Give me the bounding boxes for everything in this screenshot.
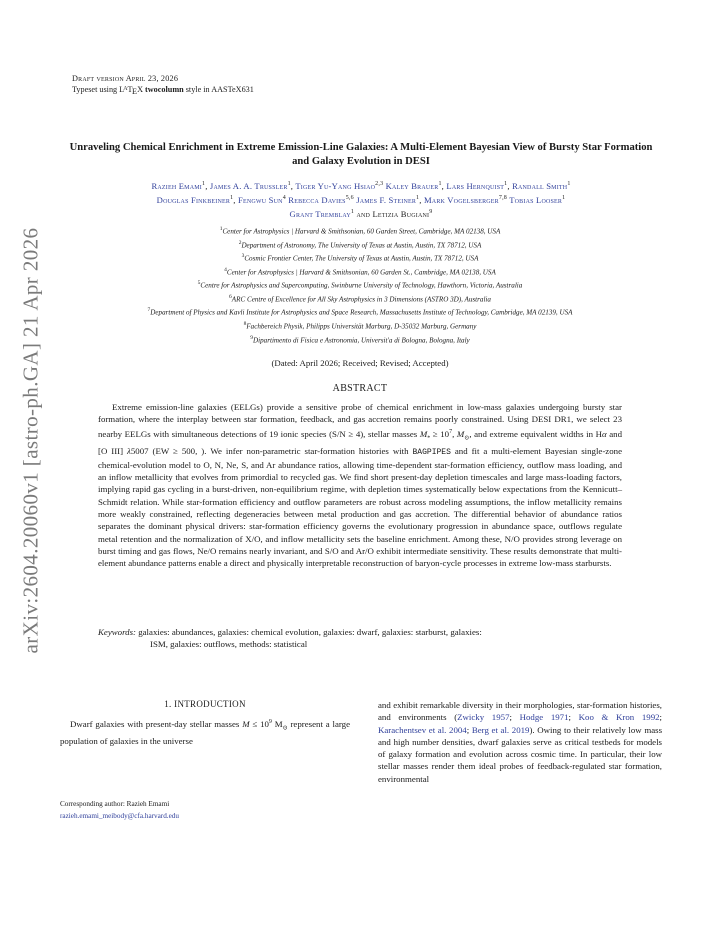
bagpipes-code: BAGPIPES: [412, 447, 451, 457]
citation-link[interactable]: Zwicky 1957: [457, 712, 510, 723]
typeset-line: Typeset using $L^ATEX$ twocolumn style in AASTeX631: [72, 85, 254, 96]
affiliation-item: $^9$Dipartimento di Fisica e Astronomia, Universit'a di Bologna, Bologna, Italy: [250, 334, 470, 344]
twocolumn-label: twocolumn: [145, 85, 184, 94]
author-name[interactable]: Tiger Yu-Yang Hsiao: [295, 180, 376, 191]
keywords-line-2: ISM, galaxies: outflows, methods: statistical: [150, 639, 308, 650]
affiliation-item: $^5$Centre for Astrophysics and Supercomputing, Swinburne University of Technology, Hawthorn, Victoria, Australia: [197, 280, 523, 290]
author-name[interactable]: Tobias Looser: [509, 194, 563, 205]
intro-right-column: and exhibit remarkable diversity in their morphologies, star-formation histories, and environments (Zwicky 1957; Hodge 1971; Koo & Kron 1992; Karachentsev et al. 2004; Berg et al. 2019). Owing to their relatively low mass and high number densities, dwarf galaxies serve as critical testbeds for models of galaxy formation and evolution across cosmic time. In particular, their low stellar masses render them ideal probes of feedback-regulated star formation, environmental: [378, 700, 663, 784]
author-name[interactable]: Mark Vogelsberger: [423, 194, 499, 205]
affiliation-item: $^8$Fachbereich Physik, Philipps Universität Marburg, D-35032 Marburg, Germany: [243, 320, 477, 331]
author-name[interactable]: Kaley Brauer: [385, 180, 439, 191]
author-list: [70, 178, 652, 220]
author-name[interactable]: Randall Smith: [512, 180, 568, 191]
intro-left-column: Dwarf galaxies with present-day stellar masses $M \le 10^9$ $M_⊙$ represent a large population of galaxies in the universe: [60, 718, 350, 746]
corresponding-author-label: Corresponding author: Razieh Emami: [60, 800, 170, 808]
author-name[interactable]: Rebecca Davies: [288, 194, 346, 205]
author-name[interactable]: James F. Steiner: [356, 194, 417, 205]
author-name[interactable]: Grant Tremblay: [289, 208, 351, 219]
dated-line: (Dated: April 2026; Received; Revised; Accepted): [271, 358, 449, 368]
author-line-2: Douglas Finkbeiner$^1$, Fengwu Sun$^4$ Rebecca Davies$^{5,6}$ James F. Steiner$^1$, Mark Vogelsberger$^{7,8}$ Tobias Looser$^1$: [156, 194, 566, 205]
author-name[interactable]: Douglas Finkbeiner: [156, 194, 231, 205]
abstract-heading: ABSTRACT: [332, 383, 388, 394]
affiliation-item: $^4$Center for Astrophysics | Harvard & Smithsonian, 60 Garden St., Cambridge, MA 02138, USA: [224, 266, 496, 277]
affiliation-item: $^3$Cosmic Frontier Center, The University of Texas at Austin, Austin, TX 78712, USA: [241, 253, 479, 263]
affiliation-item: $^1$Center for Astrophysics | Harvard & Smithsonian, 60 Garden Street, Cambridge, MA 02138, USA: [219, 226, 501, 236]
affiliation-list: [48, 224, 672, 346]
citation-link[interactable]: Berg et al. 2019: [471, 724, 530, 735]
citation-link[interactable]: Hodge 1971: [519, 712, 569, 723]
keywords-label: Keywords:: [98, 627, 136, 637]
section-heading-introduction: 1. INTRODUCTION: [164, 699, 246, 709]
running-header: [72, 74, 254, 97]
paper-title: Unraveling Chemical Enrichment in Extreme Emission-Line Galaxies: A Multi-Element Bayesian View of Bursty Star Formation and Galaxy Evolution in DESI: [69, 142, 653, 167]
author-name[interactable]: Fengwu Sun: [238, 194, 283, 205]
corresponding-email-link[interactable]: razieh.emami_meibody@cfa.harvard.edu: [60, 812, 179, 820]
author-name[interactable]: Razieh Emami: [151, 180, 202, 191]
citation-link[interactable]: Karachentsev et al. 2004: [378, 724, 467, 735]
author-line-3: Grant Tremblay$^1$ and Letizia Bugiani$^9$: [289, 208, 433, 219]
author-name: Letizia Bugiani: [372, 208, 430, 219]
affiliation-item: $^6$ARC Centre of Excellence for All Sky Astrophysics in 3 Dimensions (ASTRO 3D), Australia: [229, 293, 491, 304]
author-name[interactable]: James A. A. Trussler: [209, 180, 288, 191]
corresponding-author: [60, 798, 179, 822]
abstract-text: Extreme emission-line galaxies (EELGs) provide a sensitive probe of chemical enrichment in low-mass galaxies undergoing bursty star formation, where the interplay between star formation, feedback, and gas accretion remains poorly constrained. Using DESI DR1, we select 23 nearby EELGs with simultaneous detections of 19 ionic species (S/N ≥ 4), stellar masses $M_* \ge 10^7$, $M_⊙$, and extreme equivalent widths in Hα and [O III] λ5007 (EW ≥ 500, ). We infer non-parametric star-formation histories with BAGPIPES and fit a multi-element Bayesian single-zone chemical-evolution model to O, N, Ne, S, and Ar abundance ratios, allowing time-dependent star-formation efficiency, outflow mass loading, and an inflow metallicity that evolves from primordial to recycled gas. We find short present-day depletion timescales and large mass-loading factors, implying rapid gas cycling in a burst-driven, non-equilibrium regime, with depletion times systematically below expectations from the Kennicutt–Schmidt relation. While star-formation efficiency and outflow parameters are robust across modeling assumptions, the inflow metallicity remains more weakly constrained, reflecting degeneracies between metal production and gas accretion. The differential behavior of abundance ratios separates the dominant physical drivers: star-formation efficiency governs the evolutionary progression in abundance space, outflows regulate metal retention and the normalization of X/O, and inflow metallicity sets the baseline enrichment. Among these, N/O provides strong leverage on burst timing and gas flows, Ne/O remains nearly invariant, and S/O and Ar/O exhibit intermediate sensitivity. These results demonstrate that multi-element abundance patterns enable a direct and physically interpretable reconstruction of baryon-cycle processes in extreme low-mass starbursts.: [98, 402, 623, 569]
author-line-1: Razieh Emami$^1$, James A. A. Trussler$^1$, Tiger Yu-Yang Hsiao$^{2,3}$ Kaley Brauer$^1$, Lars Hernquist$^1$, Randall Smith$^1$: [151, 180, 571, 191]
affiliation-item: $^2$Department of Astronomy, The University of Texas at Austin, Austin, TX 78712, USA: [238, 239, 482, 249]
affiliation-item: $^7$Department of Physics and Kavli Institute for Astrophysics and Space Research, Massachusetts Institute of Technology, Cambridge, MA 02139, USA: [147, 307, 573, 317]
author-name[interactable]: Lars Hernquist: [446, 180, 505, 191]
keywords-block: Keywords: galaxies: abundances, galaxies: chemical evolution, galaxies: dwarf, galaxies: starburst, galaxies: ISM, galaxies: outflows, methods: statistical: [98, 626, 622, 651]
authors-and: and: [356, 208, 371, 219]
draft-version: Draft version April 23, 2026: [72, 74, 179, 83]
citation-link[interactable]: Koo & Kron 1992: [578, 712, 660, 723]
arxiv-stamp-text: arXiv:2604.20060v1 [astro-ph.GA] 21 Apr 2026: [18, 227, 43, 653]
